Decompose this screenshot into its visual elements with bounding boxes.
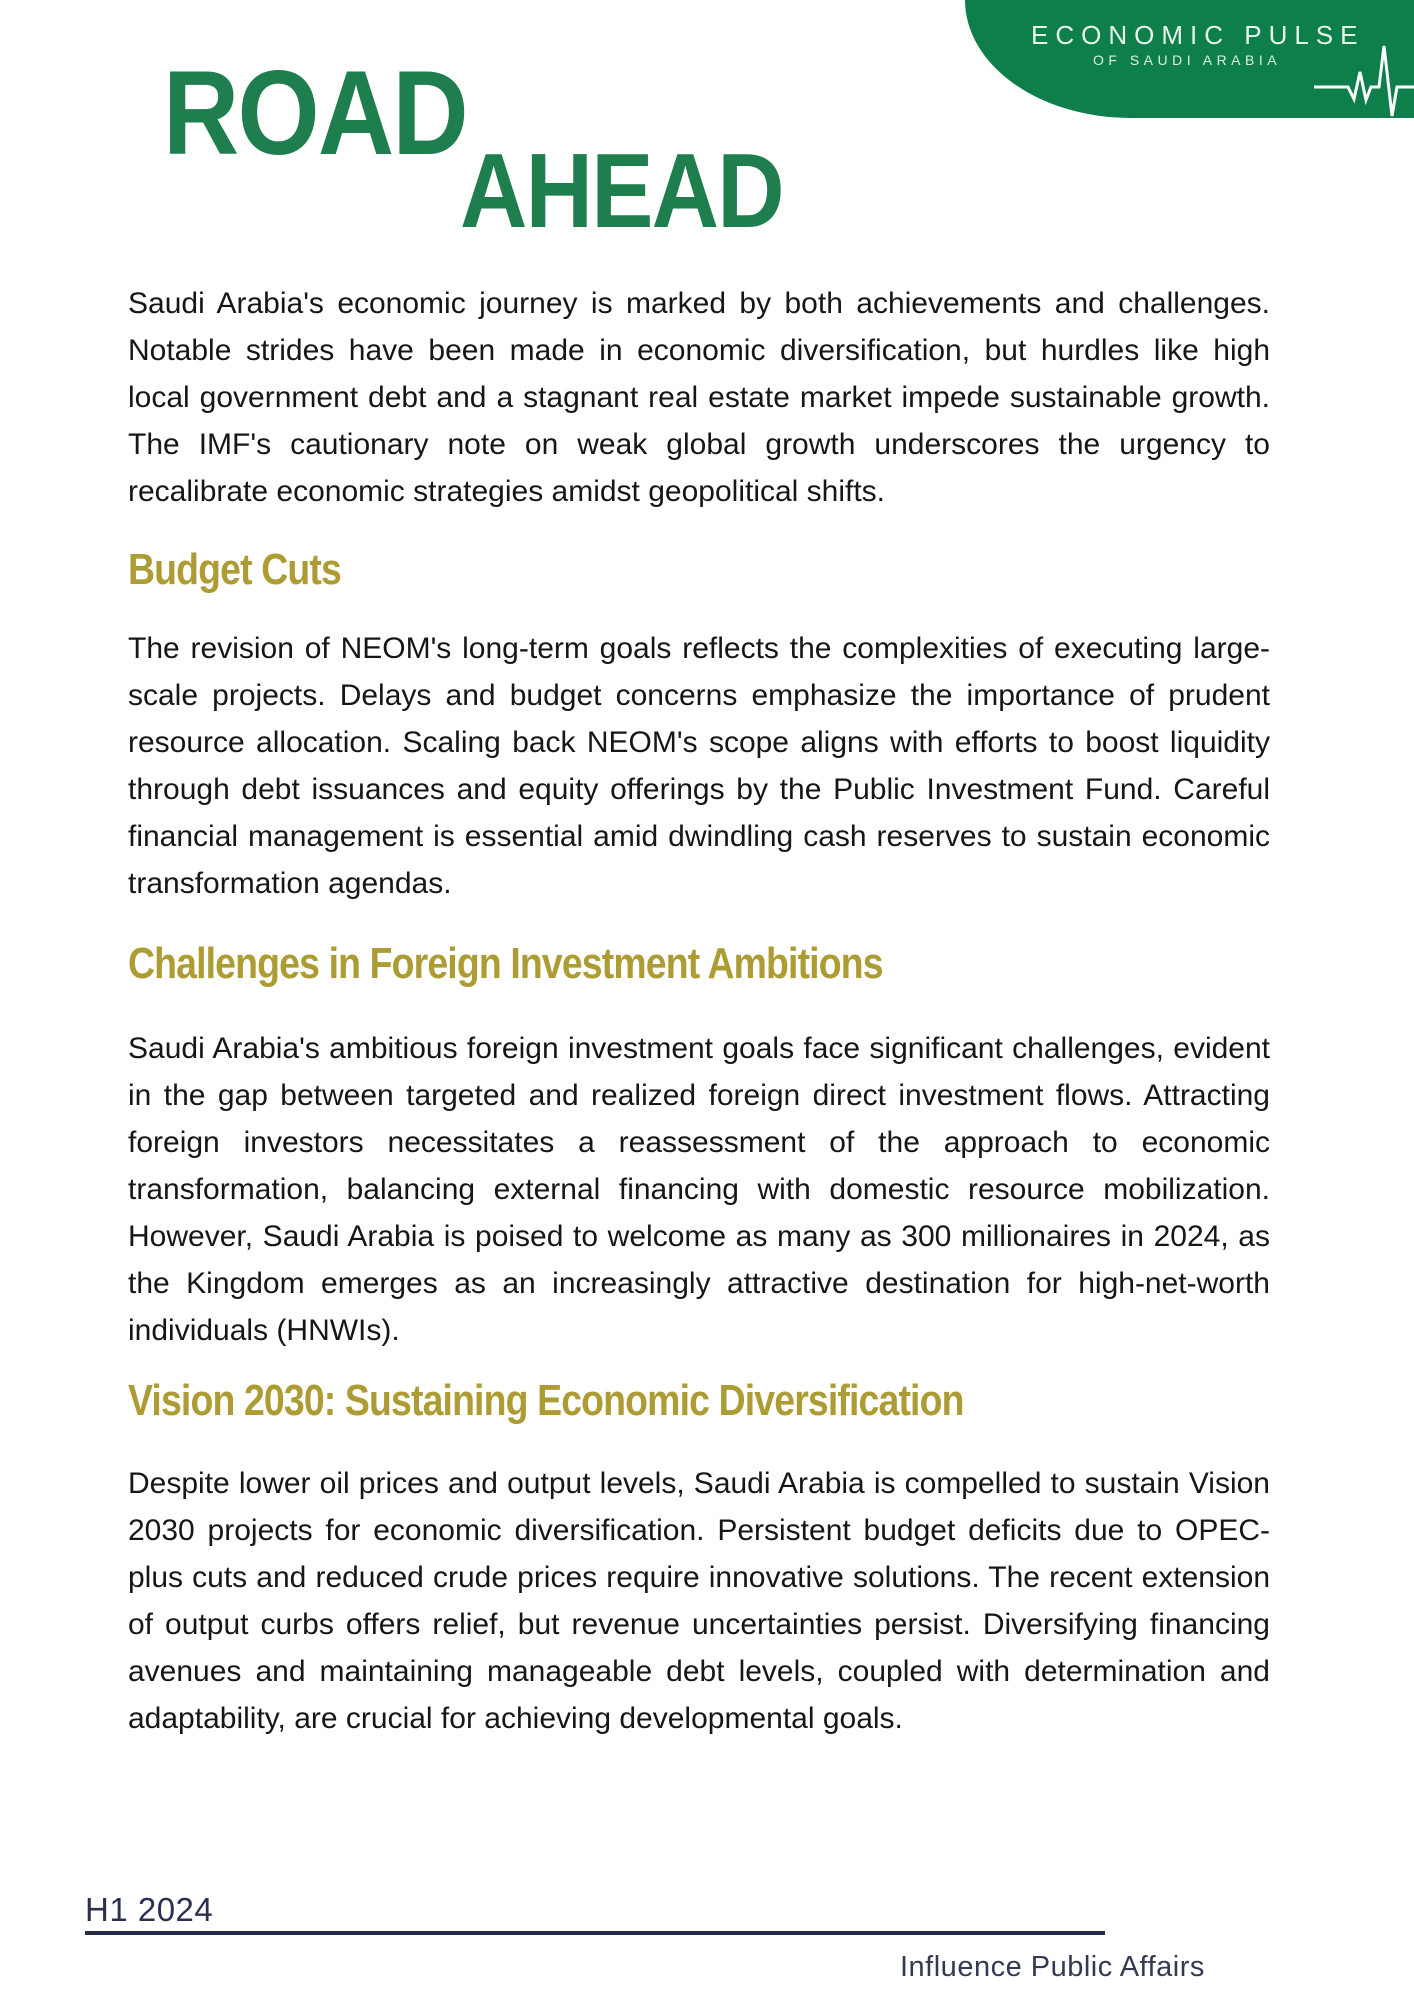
section-paragraph: Despite lower oil prices and output levels, Saudi Arabia is compelled to sustain Vision 2030 projects for economic diversification. Persistent budget deficits due to OPEC-plus cuts and reduced crude prices require innovative solutions. The recent extension of output curbs offers relief, but revenue uncertainties persist. Diversifying financing avenues and maintaining manageable debt levels, coupled with determination and adaptability, are crucial for achieving developmental goals.: [128, 1467, 1270, 1735]
footer-divider: [85, 1931, 1105, 1935]
section-paragraph: Saudi Arabia's ambitious foreign investment goals face significant challenges, evident in the gap between targeted and realized foreign direct investment flows. Attracting foreign investors necessitates a reassessment of the approach to economic transformation, balancing external financing with domestic resource mobilization. However, Saudi Arabia is poised to welcome as many as 300 millionaires in 2024, as the Kingdom emerges as an increasingly attractive destination for high-net-worth individuals (HNWIs).: [128, 1032, 1270, 1347]
brand-tagline: OF SAUDI ARABIA: [1093, 52, 1282, 68]
brand-name: ECONOMIC PULSE: [1031, 20, 1365, 50]
section-heading: Challenges in Foreign Investment Ambitions: [128, 939, 883, 988]
page-title-line1: ROAD: [163, 46, 467, 180]
section-heading: Budget Cuts: [128, 545, 341, 594]
section-paragraph: The revision of NEOM's long-term goals reflects the complexities of executing large-scale projects. Delays and budget concerns emphasize the importance of prudent resource allocation. Scaling back NEOM's scope aligns with efforts to boost liquidity through debt issuances and equity offerings by the Public Investment Fund. Careful financial management is essential amid dwindling cash reserves to sustain economic transformation agendas.: [128, 632, 1270, 900]
publisher-name: Influence Public Affairs: [900, 1951, 1205, 1983]
page-title-line2: AHEAD: [460, 132, 783, 250]
article-body: [128, 0, 1270, 1742]
intro-paragraph: Saudi Arabia's economic journey is marked by both achievements and challenges. Notable strides have been made in economic diversification, but hurdles like high local government debt and a stagnant real estate market impede sustainable growth. The IMF's cautionary note on weak global growth underscores the urgency to recalibrate economic strategies amidst geopolitical shifts.: [128, 287, 1270, 508]
heartbeat-pulse-icon: [1314, 42, 1414, 120]
report-period: H1 2024: [85, 1891, 214, 1928]
section-heading: Vision 2030: Sustaining Economic Diversification: [128, 1376, 964, 1425]
